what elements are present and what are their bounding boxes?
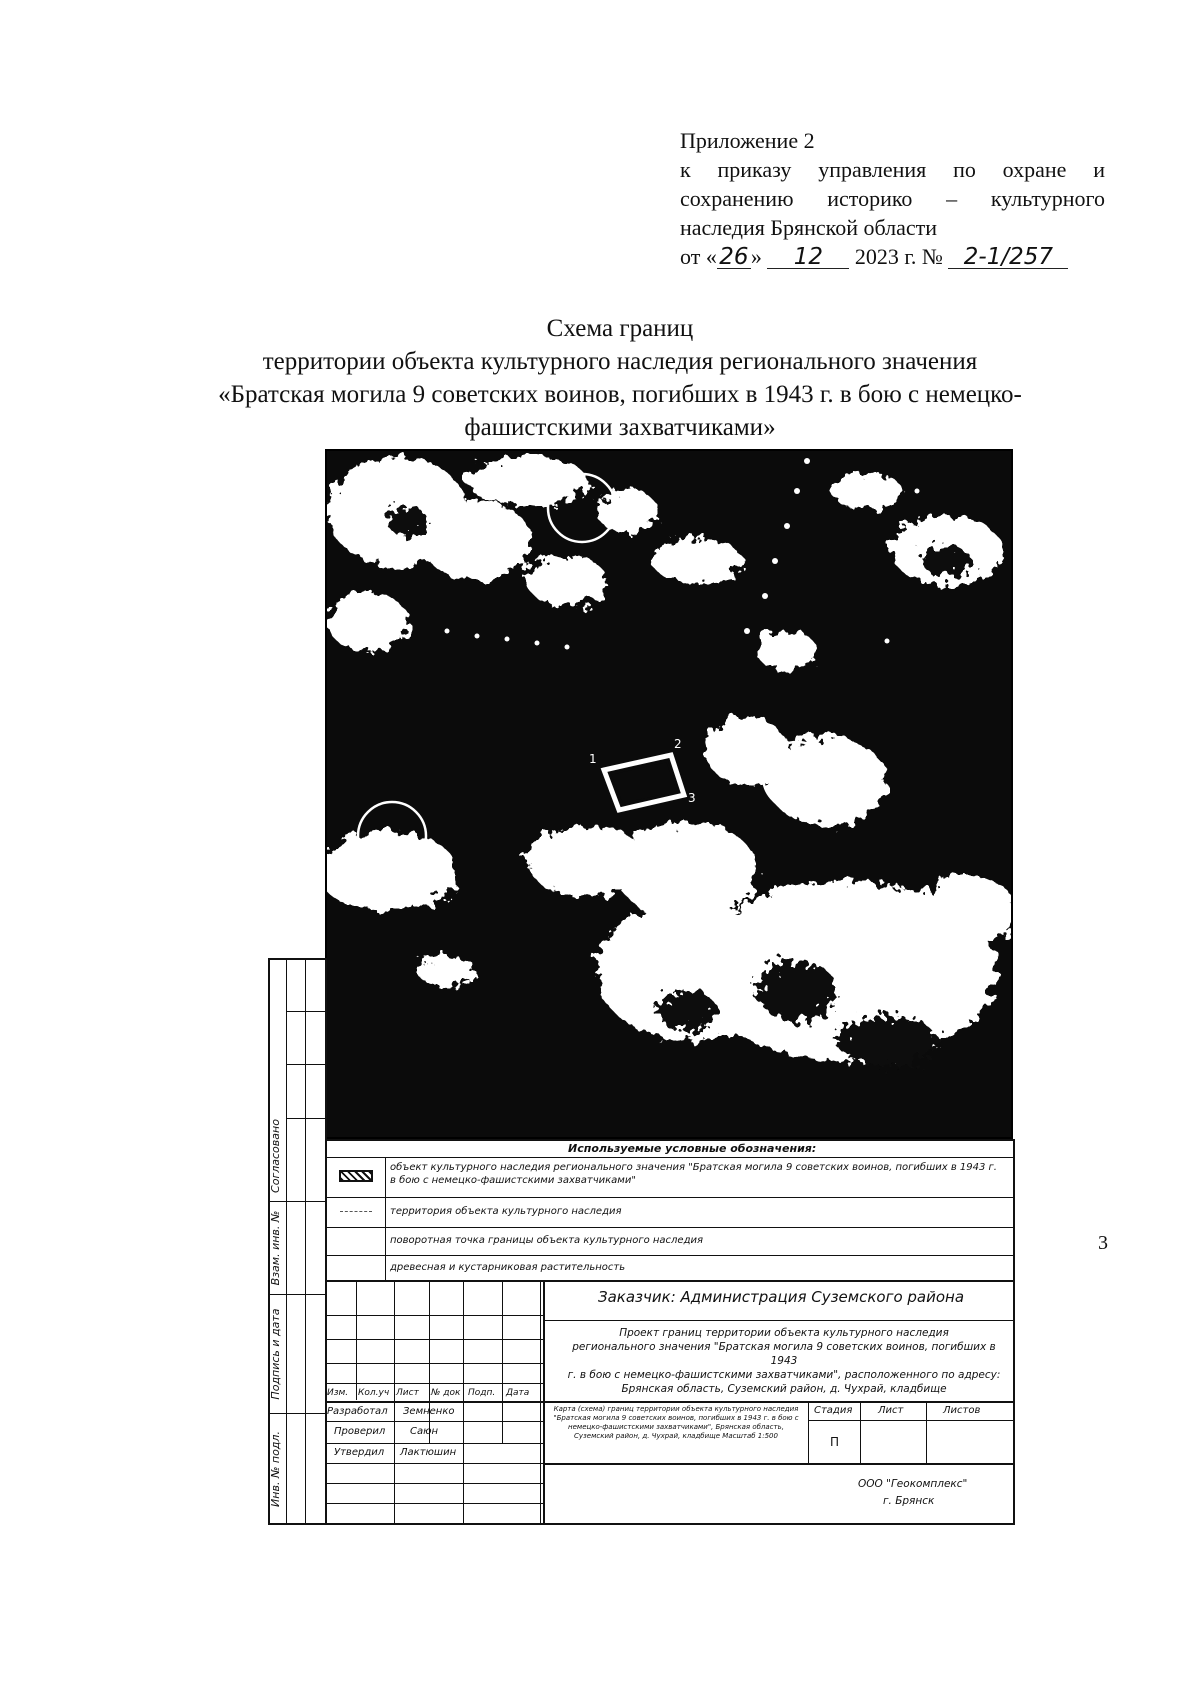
name-developed: Земненко: [403, 1406, 455, 1417]
title-block-stamp: [268, 958, 1015, 1525]
project-line-3: г. в бою с немецко-фашистскими захватчиками", расположенного по адресу:: [567, 1369, 1001, 1381]
appendix-date-line: [680, 242, 1105, 271]
legend-symbol-territory: [340, 1211, 372, 1212]
date-day: 26: [717, 246, 751, 269]
col-stage: Стадия: [814, 1405, 853, 1416]
date-mid: »: [750, 244, 762, 269]
role-developed: Разработал: [327, 1406, 388, 1417]
boundary-point-3: 3: [688, 791, 696, 805]
project-description: [558, 1326, 1010, 1396]
legend-item-1: объект культурного наследия регионального значения "Братская могила 9 советских воинов, погибших в 1943 г. в бою с немецко-фашистскими захватчиками": [390, 1162, 997, 1186]
name-checked: Саюн: [410, 1426, 439, 1437]
col-data: Дата: [506, 1388, 530, 1398]
appendix-header: [680, 126, 1105, 271]
legend-item-3: поворотная точка границы объекта культурного наследия: [390, 1235, 704, 1246]
legend-symbol-object: [339, 1170, 373, 1182]
appendix-line-1: Приложение 2: [680, 128, 815, 153]
col-izm: Изм.: [327, 1388, 349, 1398]
label-agreed: Согласовано: [269, 1119, 282, 1193]
title-line-4: фашистскими захватчиками»: [464, 414, 776, 441]
legend-item-4: древесная и кустарниковая растительность: [390, 1262, 626, 1273]
col-podp: Подп.: [468, 1388, 496, 1398]
col-sheets: Листов: [943, 1405, 981, 1416]
date-year: 2023 г. №: [854, 244, 943, 269]
label-signature-date: Подпись и дата: [269, 1308, 282, 1400]
boundary-point-2: 2: [674, 737, 682, 751]
title-line-1: Схема границ: [546, 315, 694, 342]
org-city: г. Брянск: [883, 1495, 935, 1507]
document-title: [150, 312, 1090, 444]
label-inv-original: Инв. № подл.: [269, 1431, 282, 1507]
boundary-point-1: 1: [589, 752, 597, 766]
col-ndok: № док: [431, 1388, 461, 1398]
page-number: 3: [1098, 1232, 1108, 1254]
label-replaced-inv: Взам. инв. №: [269, 1210, 282, 1286]
title-line-3: «Братская могила 9 советских воинов, погибших в 1943 г. в бою с немецко-: [218, 381, 1022, 408]
date-month: 12: [767, 246, 849, 269]
project-line-4: Брянская область, Суземский район, д. Чухрай, кладбище: [621, 1383, 947, 1395]
legend-item-2: территория объекта культурного наследия: [390, 1206, 622, 1217]
project-line-2: регионального значения "Братская могила 9 советских воинов, погибших в 1943: [572, 1341, 996, 1367]
role-approved: Утвердил: [334, 1447, 385, 1458]
appendix-line-3: сохранению историко – культурного: [680, 186, 1105, 211]
col-koluch: Кол.уч: [358, 1388, 390, 1398]
territory-boundary: [604, 755, 684, 810]
order-number: 2-1/257: [948, 246, 1068, 269]
date-prefix: от «: [680, 244, 717, 269]
name-approved: Лактюшин: [400, 1447, 457, 1458]
title-line-2: территории объекта культурного наследия регионального значения: [262, 348, 978, 375]
appendix-line-2: к приказу управления по охране и: [680, 157, 1105, 182]
col-list: Лист: [396, 1388, 419, 1398]
customer-label: Заказчик: Администрация Суземского района: [598, 1288, 965, 1306]
col-sheet: Лист: [878, 1405, 904, 1416]
stage-value: П: [830, 1435, 840, 1449]
role-checked: Проверил: [334, 1426, 386, 1437]
project-line-1: Проект границ территории объекта культурного наследия: [619, 1327, 949, 1339]
org-name: ООО "Геокомплекс": [858, 1478, 968, 1490]
legend-header: Используемые условные обозначения:: [568, 1142, 817, 1155]
sheet-description: Карта (схема) границ территории объекта культурного наследия "Братская могила 9 советских воинов, погибших в 1943 г. в бою с немецко-фашистскими захватчиками", Брянская область, Суземский район, д. Чухрай, кладбище Масштаб 1:500: [553, 1405, 799, 1440]
appendix-line-4: наследия Брянской области: [680, 215, 938, 240]
